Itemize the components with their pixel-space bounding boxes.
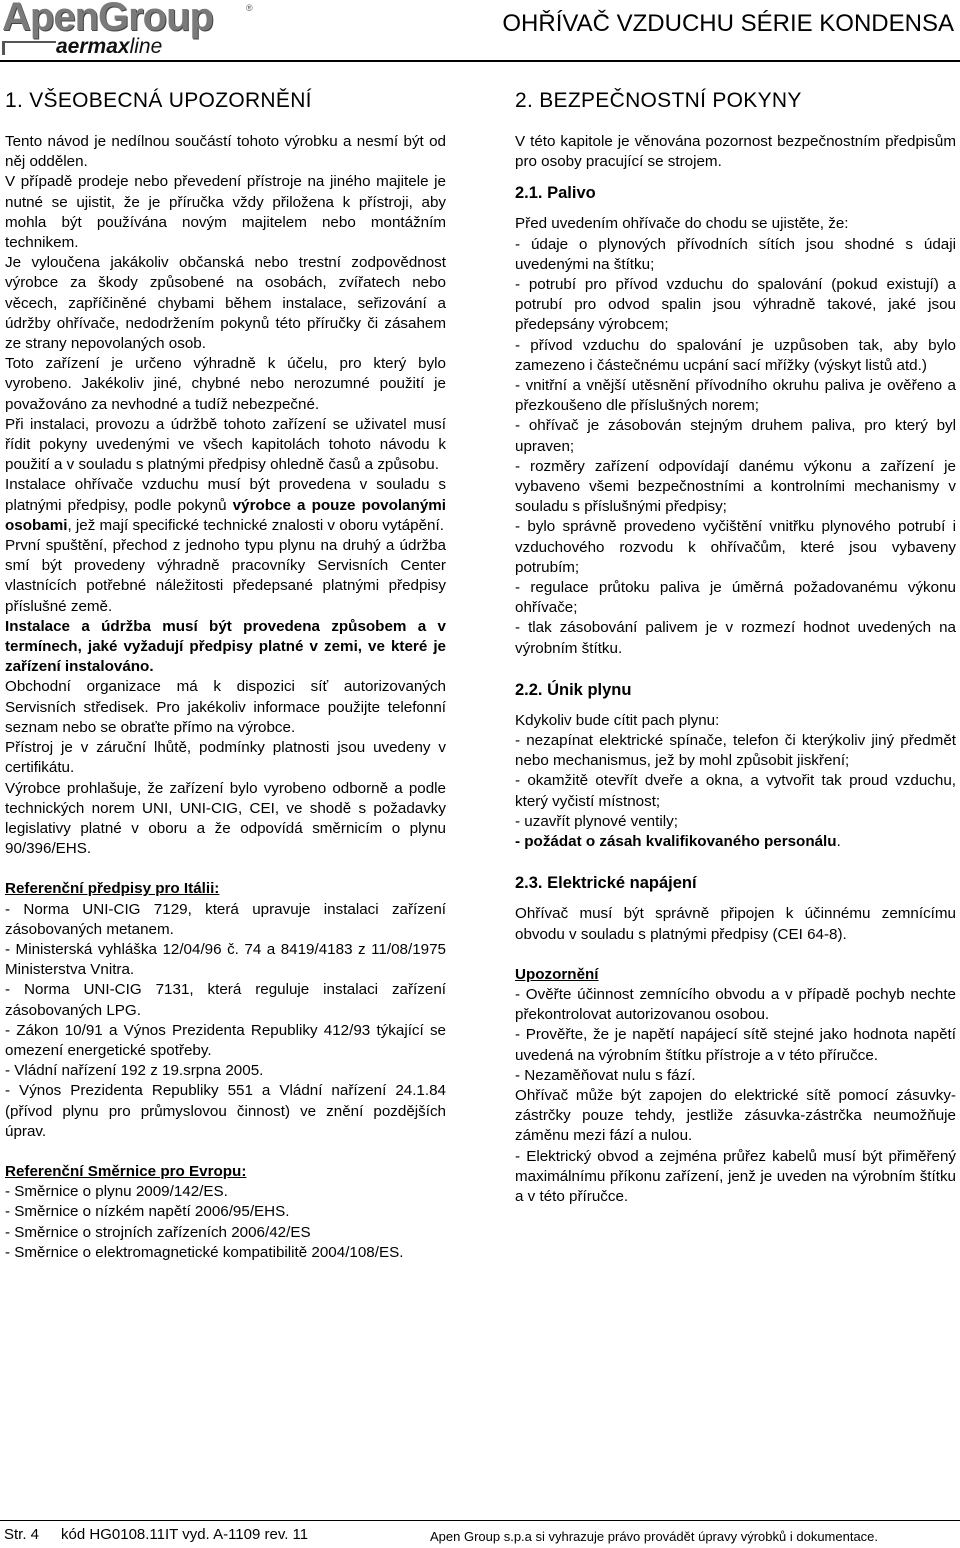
spacer — [515, 172, 956, 182]
text: , jež mají specifické technické znalosti v oboru vytápění. — [67, 516, 444, 534]
section-2-2-heading: 2.2. Únik plynu — [515, 680, 632, 699]
logo-subbrand — [56, 35, 162, 59]
list-item: - vnitřní a vnější utěsnění přívodního okruhu paliva je ověřeno a přezkoušeno dle příslušných norem; — [515, 377, 956, 415]
list-item: - rozměry zařízení odpovídají danému výkonu a zařízení je vybaveno všemi bezpečnostními a kontrolními mechanismy v souladu s příslušnými předpisy; — [515, 457, 956, 516]
list-item: - přívod vzduchu do spalování je uzpůsoben tak, aby bylo zamezeno i částečnému ucpání sací mřížky (výskyt listů atd.) — [515, 336, 956, 374]
list-item: - regulace průtoku paliva je úměrná požadovanému výkonu ohřívače; — [515, 579, 956, 617]
list-item: - Prověřte, že je napětí napájecí sítě stejné jako hodnota napětí uvedená na výrobním štítku přístroje a v této příručce. — [515, 1026, 956, 1064]
bold-text: výrobce a pouze povolanými osobami — [5, 496, 446, 534]
list-item: - Ministerská vyhláška 12/04/96 č. 74 a 8419/4183 z 11/08/1975 Ministerstva Vnitra. — [5, 940, 446, 979]
section-2-1-heading: 2.1. Palivo — [515, 184, 596, 203]
spacer — [5, 859, 446, 879]
paragraph: Před uvedením ohřívače do chodu se ujistěte, že: — [515, 215, 849, 233]
list-item: - nezapínat elektrické spínače, telefon či kterýkoliv jiný předmět nebo mechanismus, jež by mohl způsobit jiskření; — [515, 732, 956, 770]
list-item: - uzavřít plynové ventily; — [515, 812, 678, 830]
paragraph: V této kapitole je věnována pozornost bezpečnostním předpisům pro osoby pracující se strojem. — [515, 133, 956, 171]
bold-text: - požádat o zásah kvalifikovaného personálu — [515, 833, 837, 851]
paragraph: Obchodní organizace má k dispozici síť autorizovaných Servisních středisek. Pro jakékoliv informace použijte telefonní seznam nebo se obraťte přímo na výrobce. — [5, 678, 446, 736]
footer-notice: Apen Group s.p.a si vyhrazuje právo provádět úpravy výrobků i dokumentace. — [430, 1529, 879, 1544]
list-item: - potrubí pro přívod vzduchu do spalování (pokud existují) a potrubí pro odvod spalin jsou výhradně takové, jaké jsou předepsány výrobcem; — [515, 276, 956, 334]
header-divider — [0, 60, 960, 62]
logo-wordmark: ApenGroup — [2, 0, 213, 39]
logo-registered-mark: ® — [246, 3, 253, 13]
logo-rule-vertical — [2, 41, 5, 55]
list-item: - Směrnice o strojních zařízeních 2006/42/ES — [5, 1223, 311, 1241]
section-1-heading: 1. VŠEOBECNÁ UPOZORNĚNÍ — [5, 89, 312, 112]
apen-group-logo — [2, 1, 262, 57]
list-item: - Vládní nařízení 192 z 19.srpna 2005. — [5, 1062, 264, 1080]
list-item: - Nezaměňovat nulu s fází. — [515, 1066, 696, 1084]
logo-brand: aermax — [56, 35, 130, 58]
paragraph — [5, 475, 446, 536]
paragraph: Ohřívač může být zapojen do elektrické sítě pomocí zásuvky-zástrčky pouze tehdy, jestliže zásuvka-zástrčka neumožňuje záměnu mezi fází a nulou. — [515, 1086, 956, 1145]
document-title: OHŘÍVAČ VZDUCHU SÉRIE KONDENSA — [502, 10, 954, 37]
list-item: - Směrnice o nízkém napětí 2006/95/EHS. — [5, 1203, 290, 1221]
document-code: kód HG0108.11IT vyd. A-1109 rev. 11 — [61, 1526, 309, 1543]
spacer — [515, 204, 956, 214]
text: Instalace ohřívače vzduchu musí být provedena v souladu s platnými předpisy, podle pokynů — [5, 476, 446, 514]
paragraph: Toto zařízení je určeno výhradně k účelu, pro který bylo vyrobeno. Jakékoliv jiné, chybné nebo nerozumné použití je považováno za nevhodné a tudíž nebezpečné. — [5, 355, 446, 413]
list-item: - bylo správně provedeno vyčištění vnitřku plynového potrubí i vzduchového rozvodu k ohřívačům, které jsou vybaveny potrubím; — [515, 518, 956, 576]
list-item: - ohřívač je zásobován stejným druhem paliva, pro který byl upraven; — [515, 417, 956, 455]
spacer — [515, 701, 956, 711]
logo-brand-line: line — [129, 35, 163, 58]
list-item: - okamžitě otevřít dveře a okna, a vytvořit tak proud vzduchu, který vyčistí místnost; — [515, 772, 956, 810]
list-item: - Norma UNI-CIG 7131, která reguluje instalaci zařízení zásobovaných LPG. — [5, 981, 446, 1019]
list-item: - Ověřte účinnost zemnícího obvodu a v případě pochyb nechte překontrolovat autorizovanou osobou. — [515, 985, 956, 1024]
section-2-3-heading: 2.3. Elektrické napájení — [515, 874, 697, 893]
bold-paragraph: Instalace a údržba musí být provedena způsobem a v termínech, jaké vyžadují předpisy platné v zemi, ve které je zařízení instalováno. — [5, 617, 446, 676]
footer-page-info — [4, 1526, 330, 1543]
spacer — [515, 894, 956, 904]
paragraph: Výrobce prohlašuje, že zařízení bylo vyrobeno odborně a podle technických norem UNI, UNI-CIG, CEI, ve shodě s požadavky legislativy platné v oboru a že odpovídá směrnicím o plynu 90/396/EHS. — [5, 779, 446, 858]
spacer — [515, 852, 956, 872]
list-item — [515, 832, 956, 852]
page-number: Str. 4 — [4, 1526, 40, 1543]
paragraph: Je vyloučena jakákoliv občanská nebo trestní zodpovědnost výrobce za škody způsobené na osobách, zvířatech nebo věcech, zapříčiněné chybami během instalace, seřizování a údržby ohřívače, nedodržením pokynů této příručky či zásahem ze strany nepovolaných osob. — [5, 254, 446, 353]
paragraph: První spuštění, přechod z jednoho typu plynu na druhý a údržba smí být provedeny výhradně pracovníky Servisních Center vlastnících potřebné náležitosti předepsané platnými předpisy příslušné země. — [5, 537, 446, 615]
text: . — [836, 833, 841, 851]
list-item: - údaje o plynových přívodních sítích jsou shodné s údaji uvedenými na štítku; — [515, 235, 956, 273]
spacer — [5, 1142, 446, 1162]
list-item: - Elektrický obvod a zejména průřez kabelů musí být přiměřený maximálnímu příkonu zařízení, jenž je uveden na výrobním štítku a v této příručce. — [515, 1147, 956, 1205]
list-item: - Výnos Prezidenta Republiky 551 a Vládní nařízení 24.1.84 (přívod plynu pro průmyslovou činnost) ve znění pozdějších úprav. — [5, 1082, 446, 1140]
section-2-heading: 2. BEZPEČNOSTNÍ POKYNY — [515, 89, 802, 112]
paragraph: Kdykoliv bude cítit pach plynu: — [515, 711, 720, 729]
paragraph: Přístroj je v záruční lhůtě, podmínky platnosti jsou uvedeny v certifikátu. — [5, 739, 446, 777]
list-item: - Směrnice o elektromagnetické kompatibilitě 2004/108/ES. — [5, 1243, 404, 1261]
paragraph: Ohřívač musí být správně připojen k účinnému zemnícímu obvodu v souladu s platnými předpisy (CEI 64-8). — [515, 905, 956, 943]
spacer — [515, 945, 956, 965]
paragraph: Tento návod je nedílnou součástí tohoto výrobku a nesmí být od něj oddělen. — [5, 133, 446, 171]
footer-divider — [0, 1520, 960, 1521]
page-header — [0, 0, 960, 62]
left-column — [5, 86, 446, 1263]
list-item: - Směrnice o plynu 2009/142/ES. — [5, 1183, 228, 1201]
list-item: - Norma UNI-CIG 7129, která upravuje instalaci zařízení zásobovaných metanem. — [5, 900, 446, 938]
logo-rule — [2, 41, 56, 43]
right-column — [515, 86, 956, 1207]
paragraph: V případě prodeje nebo převedení přístroje na jiného majitele je nutné se ujistit, že je příručka vždy přiložena k přístroji, aby mohla být používána novým majitelem nebo montážním technikem. — [5, 173, 446, 252]
list-item: - tlak zásobování palivem je v rozmezí hodnot uvedených na výrobním štítku. — [515, 619, 956, 657]
list-item: - Zákon 10/91 a Výnos Prezidenta Republiky 412/93 týkající se omezení energetické spotřeby. — [5, 1021, 446, 1059]
paragraph: Při instalaci, provozu a údržbě tohoto zařízení se uživatel musí řídit pokyny uvedenými ve všech kapitolách tohoto návodu k použití a v souladu s platnými předpisy ohledně časů a způsobu. — [5, 415, 446, 474]
ref-europe-title: Referenční Směrnice pro Evropu: — [5, 1162, 247, 1180]
ref-italy-title: Referenční předpisy pro Itálii: — [5, 880, 220, 898]
warning-title: Upozornění — [515, 965, 599, 983]
spacer — [515, 659, 956, 679]
